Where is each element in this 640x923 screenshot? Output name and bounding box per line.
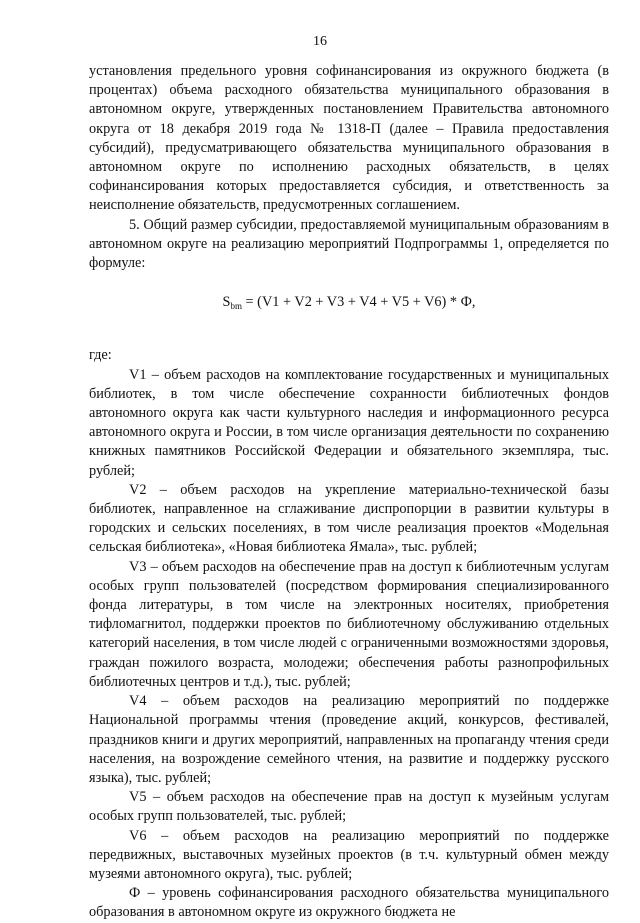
definition-v4: V4 – объем расходов на реализацию мероприятий по поддержке Национальной программы чтения (проведение акций, конкурсов, фестивалей, праздников книги и других мероприятий, направленных на пропаганду чтения среди населения, на возрождение семейного чтения, на развитие и поддержку русского языка), тыс. рублей; xyxy=(89,693,609,786)
definition-v6: V6 – объем расходов на реализацию мероприятий по поддержке передвижных, выставочных музейных проектов (в т.ч. культурный обмен между музеями автономного округа), тыс. рублей; xyxy=(89,827,609,882)
definition-f: Ф – уровень софинансирования расходного обязательства муниципального образования в автономном округе из окружного бюджета не xyxy=(89,885,609,921)
document-body xyxy=(89,62,609,923)
definition-v3: V3 – объем расходов на обеспечение прав на доступ к библиотечным услугам особых групп пользователей (посредством формирования специализированного фонда литературы, в том числе на электронных носителях, приобретения тифломагнитол, поддержки проектов по библиотечному обслуживанию отдельных категорий населения, в том числе людей с ограниченными возможностями здоровья, граждан пожилого возраста, молодежи; обеспечения работы разнопрофильных библиотечных центров и т.д.), тыс. рублей; xyxy=(89,558,609,690)
formula-lhs: S xyxy=(222,294,231,311)
formula-lhs-subscript: bm xyxy=(230,301,242,312)
page-number: 16 xyxy=(313,34,327,49)
clause-5-paragraph: 5. Общий размер субсидии, предоставляемой муниципальным образованиям в автономном округе на реализацию мероприятий Подпрограммы 1, определяется по формуле: xyxy=(89,216,609,272)
definition-v5: V5 – объем расходов на обеспечение прав на доступ к музейным услугам особых групп пользователей, тыс. рублей; xyxy=(89,789,609,825)
definition-v1: V1 – объем расходов на комплектование государственных и муниципальных библиотек, в том числе обеспечение сохранности библиотечных фондов автономного округа как части культурного наследия и информационного ресурса автономного округа и России, в том числе организация деятельности по сохранению книжных памятников Российской Федерации и обязательного экземпляра, тыс. рублей; xyxy=(89,366,609,479)
formula-rhs: = (V1 + V2 + V3 + V4 + V5 + V6) * Ф, xyxy=(241,294,476,311)
subsidy-formula xyxy=(89,293,609,316)
definition-v2: V2 – объем расходов на укрепление материально-технической базы библиотек, направленное на сглаживание диспропорции в развитии культуры в городских и сельских поселениях, в том числе реализация проектов «Модельная сельская библиотека», «Новая библиотека Ямала», тыс. рублей; xyxy=(89,481,609,556)
intro-paragraph: установления предельного уровня софинансирования из окружного бюджета (в процентах) объема расходного обязательства муниципального образования в автономном округе, утвержденных постановлением Правительства автономного округа от 18 декабря 2019 года № 1318-П (далее – Правила предоставления субсидий), предусматривающего обязательства муниципального образования в автономном округе по исполнению расходных обязательств, в целях софинансирования которых предоставляется субсидия, и ответственность за неисполнение обязательств, предусмотренных соглашением. xyxy=(89,63,609,214)
where-label: где: xyxy=(89,347,112,364)
